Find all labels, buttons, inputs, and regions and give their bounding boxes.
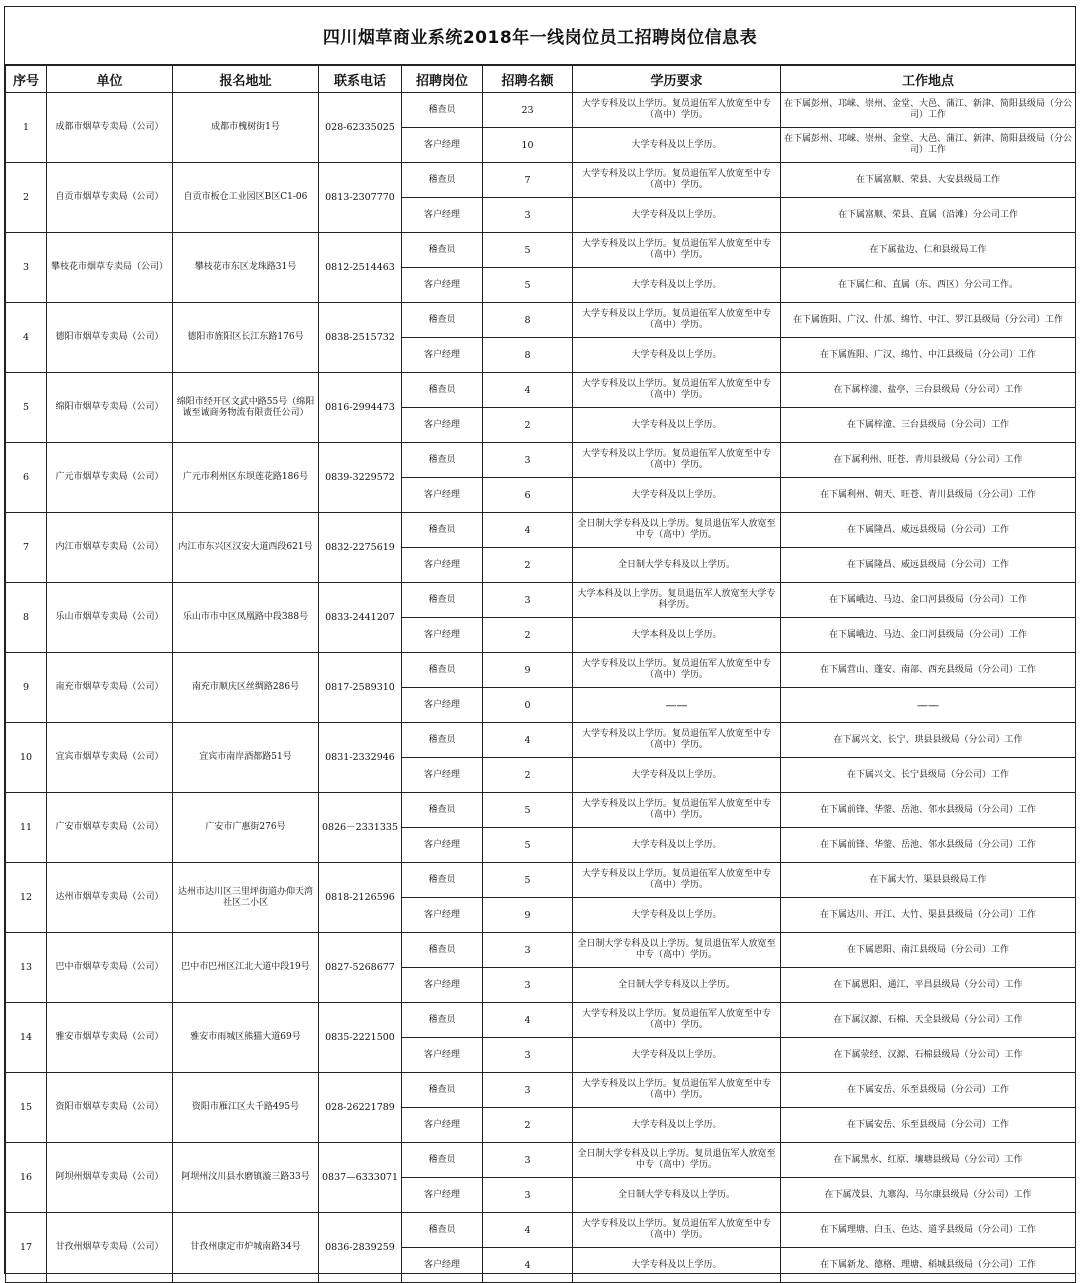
unit-address: 攀枝花市东区龙珠路31号 <box>173 233 319 303</box>
education-requirement: 大学专科及以上学历。复员退伍军人放宽至中专（高中）学历。 <box>573 1003 781 1038</box>
position-role: 稽查员 <box>402 653 483 688</box>
work-location: 在下属隆昌、威远县级局（分公司）工作 <box>781 513 1076 548</box>
position-count: 4 <box>483 513 573 548</box>
table-row <box>6 1073 1076 1108</box>
unit-address: 资阳市雁江区大千路495号 <box>173 1073 319 1143</box>
work-location: —— <box>781 688 1076 723</box>
unit-phone: 0838-2515732 <box>319 303 402 373</box>
work-location: 在下属梓潼、盐亭、三台县级局（分公司）工作 <box>781 373 1076 408</box>
unit-address: 宜宾市南岸酒都路51号 <box>173 723 319 793</box>
position-count: 9 <box>483 898 573 933</box>
work-location: 在下属理塘、白玉、色达、道孚县级局（分公司）工作 <box>781 1213 1076 1248</box>
work-location: 在下属富顺、荣县、大安县级局工作 <box>781 163 1076 198</box>
unit-name: 广安市烟草专卖局（公司） <box>47 793 173 863</box>
work-location: 在下属旌阳、广汉、什邡、绵竹、中江、罗江县级局（分公司）工作 <box>781 303 1076 338</box>
row-seq: 9 <box>6 653 47 723</box>
position-role: 客户经理 <box>402 1108 483 1143</box>
education-requirement: 大学专科及以上学历。复员退伍军人放宽至中专（高中）学历。 <box>573 93 781 128</box>
table-row <box>6 163 1076 198</box>
education-requirement: 大学专科及以上学历。复员退伍军人放宽至中专（高中）学历。 <box>573 1213 781 1248</box>
position-role: 稽查员 <box>402 1073 483 1108</box>
education-requirement: 大学专科及以上学历。复员退伍军人放宽至中专（高中）学历。 <box>573 163 781 198</box>
row-seq: 10 <box>6 723 47 793</box>
position-role: 客户经理 <box>402 758 483 793</box>
work-location: 在下属梓潼、三台县级局（分公司）工作 <box>781 408 1076 443</box>
table-row <box>6 513 1076 548</box>
work-location: 在下属大竹、渠县县级局工作 <box>781 863 1076 898</box>
work-location: 在下属峨边、马边、金口河县级局（分公司）工作 <box>781 618 1076 653</box>
unit-phone: 0817-2589310 <box>319 653 402 723</box>
education-requirement: 大学专科及以上学历。复员退伍军人放宽至中专（高中）学历。 <box>573 723 781 758</box>
recruitment-table <box>5 65 1076 1283</box>
education-requirement: 大学专科及以上学历。复员退伍军人放宽至中专（高中）学历。 <box>573 303 781 338</box>
work-location: 在下属兴文、长宁、珙县县级局（分公司）工作 <box>781 723 1076 758</box>
unit-name: 攀枝花市烟草专卖局（公司） <box>47 233 173 303</box>
work-location: 在下属恩阳、南江县级局（分公司）工作 <box>781 933 1076 968</box>
unit-name: 广元市烟草专卖局（公司） <box>47 443 173 513</box>
position-role: 客户经理 <box>402 198 483 233</box>
education-requirement: 大学专科及以上学历。复员退伍军人放宽至中专（高中）学历。 <box>573 443 781 478</box>
header-position: 招聘岗位 <box>402 66 483 93</box>
work-location: 在下属彭州、邛崃、崇州、金堂、大邑、蒲江、新津、简阳县级局（分公司）工作 <box>781 93 1076 128</box>
unit-phone: 0839-3229572 <box>319 443 402 513</box>
position-role: 客户经理 <box>402 338 483 373</box>
unit-address: 自贡市板仓工业园区B区C1-06 <box>173 163 319 233</box>
unit-name: 巴中市烟草专卖局（公司） <box>47 933 173 1003</box>
education-requirement: 大学专科及以上学历。 <box>573 128 781 163</box>
table-row <box>6 1213 1076 1248</box>
unit-name: 德阳市烟草专卖局（公司） <box>47 303 173 373</box>
education-requirement: 大学专科及以上学历。复员退伍军人放宽至中专（高中）学历。 <box>573 1073 781 1108</box>
position-count: 8 <box>483 303 573 338</box>
position-role: 客户经理 <box>402 1178 483 1213</box>
position-count: 3 <box>483 933 573 968</box>
unit-name: 阿坝州烟草专卖局（公司） <box>47 1143 173 1213</box>
unit-phone: 0816-2994473 <box>319 373 402 443</box>
education-requirement: 大学专科及以上学历。 <box>573 898 781 933</box>
position-count: 4 <box>483 1213 573 1248</box>
table-row <box>6 933 1076 968</box>
table-row <box>6 1143 1076 1178</box>
unit-phone: 0818-2126596 <box>319 863 402 933</box>
position-count: 2 <box>483 408 573 443</box>
header-count: 招聘名额 <box>483 66 573 93</box>
unit-phone: 0835-2221500 <box>319 1003 402 1073</box>
work-location: 在下属黑水、红原、壤塘县级局（分公司）工作 <box>781 1143 1076 1178</box>
header-row <box>6 66 1076 93</box>
position-count: 4 <box>483 723 573 758</box>
education-requirement: 大学专科及以上学历。 <box>573 408 781 443</box>
position-count: 9 <box>483 653 573 688</box>
position-role: 稽查员 <box>402 583 483 618</box>
unit-address: 阿坝州汶川县水磨镇漩三路33号 <box>173 1143 319 1213</box>
position-role: 客户经理 <box>402 268 483 303</box>
unit-name: 乐山市烟草专卖局（公司） <box>47 583 173 653</box>
unit-address: 德阳市旌阳区长江东路176号 <box>173 303 319 373</box>
position-role: 客户经理 <box>402 478 483 513</box>
unit-address: 甘孜州康定市炉城南路34号 <box>173 1213 319 1283</box>
unit-name: 内江市烟草专卖局（公司） <box>47 513 173 583</box>
education-requirement: 大学本科及以上学历。复员退伍军人放宽至大学专科学历。 <box>573 583 781 618</box>
work-location: 在下属安岳、乐至县级局（分公司）工作 <box>781 1108 1076 1143</box>
work-location: 在下属利州、旺苍、青川县级局（分公司）工作 <box>781 443 1076 478</box>
education-requirement: 全日制大学专科及以上学历。 <box>573 548 781 583</box>
position-count: 5 <box>483 863 573 898</box>
unit-phone: 0831-2332946 <box>319 723 402 793</box>
unit-address: 成都市槐树街1号 <box>173 93 319 163</box>
header-unit: 单位 <box>47 66 173 93</box>
table-row <box>6 373 1076 408</box>
work-location: 在下属新龙、德格、理塘、稻城县级局（分公司）工作 <box>781 1248 1076 1283</box>
education-requirement: 大学专科及以上学历。复员退伍军人放宽至中专（高中）学历。 <box>573 793 781 828</box>
row-seq: 6 <box>6 443 47 513</box>
table-row <box>6 583 1076 618</box>
education-requirement: 大学专科及以上学历。 <box>573 1108 781 1143</box>
position-role: 稽查员 <box>402 1003 483 1038</box>
position-count: 7 <box>483 163 573 198</box>
position-count: 5 <box>483 793 573 828</box>
position-role: 稽查员 <box>402 303 483 338</box>
table-row <box>6 443 1076 478</box>
header-seq: 序号 <box>6 66 47 93</box>
unit-address: 达州市达川区三里坪街道办仰天湾社区二小区 <box>173 863 319 933</box>
education-requirement: 全日制大学专科及以上学历。复员退伍军人放宽至中专（高中）学历。 <box>573 513 781 548</box>
position-role: 稽查员 <box>402 163 483 198</box>
header-address: 报名地址 <box>173 66 319 93</box>
education-requirement: 大学专科及以上学历。 <box>573 268 781 303</box>
position-count: 0 <box>483 688 573 723</box>
row-seq: 3 <box>6 233 47 303</box>
position-role: 客户经理 <box>402 408 483 443</box>
position-count: 2 <box>483 758 573 793</box>
row-seq: 13 <box>6 933 47 1003</box>
row-seq: 16 <box>6 1143 47 1213</box>
education-requirement: 大学专科及以上学历。复员退伍军人放宽至中专（高中）学历。 <box>573 863 781 898</box>
position-role: 稽查员 <box>402 513 483 548</box>
work-location: 在下属利州、朝天、旺苍、青川县级局（分公司）工作 <box>781 478 1076 513</box>
unit-address: 乐山市市中区凤凰路中段388号 <box>173 583 319 653</box>
table-row <box>6 1003 1076 1038</box>
unit-address: 绵阳市经开区文武中路55号（绵阳诚至诚商务物流有限责任公司） <box>173 373 319 443</box>
work-location: 在下属盐边、仁和县级局工作 <box>781 233 1076 268</box>
unit-address: 南充市顺庆区丝绸路286号 <box>173 653 319 723</box>
work-location: 在下属茂县、九寨沟、马尔康县级局（分公司）工作 <box>781 1178 1076 1213</box>
education-requirement: 大学专科及以上学历。 <box>573 198 781 233</box>
row-seq: 17 <box>6 1213 47 1283</box>
position-count: 5 <box>483 828 573 863</box>
position-role: 客户经理 <box>402 1038 483 1073</box>
position-role: 稽查员 <box>402 863 483 898</box>
row-seq: 2 <box>6 163 47 233</box>
position-role: 稽查员 <box>402 793 483 828</box>
row-seq: 4 <box>6 303 47 373</box>
unit-address: 巴中市巴州区江北大道中段19号 <box>173 933 319 1003</box>
row-seq: 8 <box>6 583 47 653</box>
unit-phone: 0813-2307770 <box>319 163 402 233</box>
unit-name: 自贡市烟草专卖局（公司） <box>47 163 173 233</box>
education-requirement: 全日制大学专科及以上学历。复员退伍军人放宽至中专（高中）学历。 <box>573 933 781 968</box>
table-row <box>6 93 1076 128</box>
education-requirement: 大学专科及以上学历。 <box>573 758 781 793</box>
work-location: 在下属峨边、马边、金口河县级局（分公司）工作 <box>781 583 1076 618</box>
work-location: 在下属隆昌、威远县级局（分公司）工作 <box>781 548 1076 583</box>
education-requirement: 大学专科及以上学历。复员退伍军人放宽至中专（高中）学历。 <box>573 233 781 268</box>
unit-name: 绵阳市烟草专卖局（公司） <box>47 373 173 443</box>
unit-phone: 0836-2839259 <box>319 1213 402 1283</box>
position-role: 客户经理 <box>402 618 483 653</box>
education-requirement: 大学专科及以上学历。 <box>573 478 781 513</box>
position-role: 稽查员 <box>402 1213 483 1248</box>
title-bar <box>5 7 1075 65</box>
unit-phone: 0827-5268677 <box>319 933 402 1003</box>
unit-address: 广安市广惠街276号 <box>173 793 319 863</box>
position-count: 4 <box>483 1003 573 1038</box>
position-count: 3 <box>483 198 573 233</box>
education-requirement: 大学专科及以上学历。 <box>573 338 781 373</box>
work-location: 在下属营山、蓬安、南部、西充县级局（分公司）工作 <box>781 653 1076 688</box>
position-role: 稽查员 <box>402 723 483 758</box>
work-location: 在下属荥经、汉源、石棉县级局（分公司）工作 <box>781 1038 1076 1073</box>
position-count: 2 <box>483 1108 573 1143</box>
table-row <box>6 653 1076 688</box>
position-count: 3 <box>483 443 573 478</box>
unit-phone: 0832-2275619 <box>319 513 402 583</box>
position-count: 3 <box>483 1178 573 1213</box>
education-requirement: 全日制大学专科及以上学历。 <box>573 968 781 1003</box>
row-seq: 11 <box>6 793 47 863</box>
position-count: 3 <box>483 583 573 618</box>
position-role: 稽查员 <box>402 443 483 478</box>
unit-phone: 0812-2514463 <box>319 233 402 303</box>
work-location: 在下属汉源、石棉、天全县级局（分公司）工作 <box>781 1003 1076 1038</box>
position-role: 客户经理 <box>402 128 483 163</box>
work-location: 在下属前锋、华蓥、岳池、邻水县级局（分公司）工作 <box>781 793 1076 828</box>
unit-address: 雅安市雨城区熊猫大道69号 <box>173 1003 319 1073</box>
education-requirement: 大学专科及以上学历。复员退伍军人放宽至中专（高中）学历。 <box>573 373 781 408</box>
unit-phone: 0826－2331335 <box>319 793 402 863</box>
position-count: 10 <box>483 128 573 163</box>
unit-name: 南充市烟草专卖局（公司） <box>47 653 173 723</box>
education-requirement: 大学本科及以上学历。 <box>573 618 781 653</box>
position-count: 4 <box>483 373 573 408</box>
unit-phone: 028-26221789 <box>319 1073 402 1143</box>
position-role: 客户经理 <box>402 548 483 583</box>
position-role: 稽查员 <box>402 373 483 408</box>
unit-address: 内江市东兴区汉安大道西段621号 <box>173 513 319 583</box>
position-count: 4 <box>483 1248 573 1283</box>
unit-phone: 028-62335025 <box>319 93 402 163</box>
position-count: 3 <box>483 1038 573 1073</box>
position-role: 客户经理 <box>402 898 483 933</box>
row-seq: 7 <box>6 513 47 583</box>
education-requirement: 大学专科及以上学历。 <box>573 1248 781 1283</box>
work-location: 在下属彭州、邛崃、崇州、金堂、大邑、蒲江、新津、简阳县级局（分公司）工作 <box>781 128 1076 163</box>
position-count: 23 <box>483 93 573 128</box>
position-role: 客户经理 <box>402 688 483 723</box>
education-requirement: 大学专科及以上学历。复员退伍军人放宽至中专（高中）学历。 <box>573 653 781 688</box>
position-count: 2 <box>483 548 573 583</box>
work-location: 在下属富顺、荣县、直属（沿滩）分公司工作 <box>781 198 1076 233</box>
work-location: 在下属仁和、直属（东、西区）分公司工作。 <box>781 268 1076 303</box>
unit-name: 甘孜州烟草专卖局（公司） <box>47 1213 173 1283</box>
row-seq: 12 <box>6 863 47 933</box>
table-row <box>6 863 1076 898</box>
work-location: 在下属恩阳、通江、平昌县级局（分公司）工作 <box>781 968 1076 1003</box>
table-row <box>6 793 1076 828</box>
row-seq: 14 <box>6 1003 47 1073</box>
position-role: 客户经理 <box>402 828 483 863</box>
work-location: 在下属旌阳、广汉、绵竹、中江县级局（分公司）工作 <box>781 338 1076 373</box>
position-count: 2 <box>483 618 573 653</box>
unit-phone: 0837—6333071 <box>319 1143 402 1213</box>
position-count: 3 <box>483 968 573 1003</box>
position-count: 6 <box>483 478 573 513</box>
position-role: 稽查员 <box>402 233 483 268</box>
position-role: 稽查员 <box>402 933 483 968</box>
work-location: 在下属达川、开江、大竹、渠县县级局（分公司）工作 <box>781 898 1076 933</box>
work-location: 在下属兴文、长宁县级局（分公司）工作 <box>781 758 1076 793</box>
header-location: 工作地点 <box>781 66 1076 93</box>
unit-name: 雅安市烟草专卖局（公司） <box>47 1003 173 1073</box>
table-row <box>6 233 1076 268</box>
position-count: 5 <box>483 268 573 303</box>
row-seq: 15 <box>6 1073 47 1143</box>
recruitment-info-sheet <box>4 6 1076 1274</box>
header-phone: 联系电话 <box>319 66 402 93</box>
work-location: 在下属安岳、乐至县级局（分公司）工作 <box>781 1073 1076 1108</box>
header-education: 学历要求 <box>573 66 781 93</box>
position-count: 3 <box>483 1143 573 1178</box>
position-role: 稽查员 <box>402 93 483 128</box>
education-requirement: 全日制大学专科及以上学历。 <box>573 1178 781 1213</box>
table-row <box>6 723 1076 758</box>
unit-phone: 0833-2441207 <box>319 583 402 653</box>
unit-name: 资阳市烟草专卖局（公司） <box>47 1073 173 1143</box>
position-count: 8 <box>483 338 573 373</box>
unit-name: 宜宾市烟草专卖局（公司） <box>47 723 173 793</box>
document-title: 四川烟草商业系统2018年一线岗位员工招聘岗位信息表 <box>322 28 758 48</box>
education-requirement: —— <box>573 688 781 723</box>
education-requirement: 大学专科及以上学历。 <box>573 1038 781 1073</box>
work-location: 在下属前锋、华蓥、岳池、邻水县级局（分公司）工作 <box>781 828 1076 863</box>
position-role: 客户经理 <box>402 1248 483 1283</box>
unit-address: 广元市利州区东坝莲花路186号 <box>173 443 319 513</box>
position-count: 5 <box>483 233 573 268</box>
education-requirement: 全日制大学专科及以上学历。复员退伍军人放宽至中专（高中）学历。 <box>573 1143 781 1178</box>
position-role: 稽查员 <box>402 1143 483 1178</box>
table-row <box>6 303 1076 338</box>
position-role: 客户经理 <box>402 968 483 1003</box>
row-seq: 5 <box>6 373 47 443</box>
position-count: 3 <box>483 1073 573 1108</box>
education-requirement: 大学专科及以上学历。 <box>573 828 781 863</box>
unit-name: 达州市烟草专卖局（公司） <box>47 863 173 933</box>
unit-name: 成都市烟草专卖局（公司） <box>47 93 173 163</box>
row-seq: 1 <box>6 93 47 163</box>
table-body <box>6 93 1076 1283</box>
